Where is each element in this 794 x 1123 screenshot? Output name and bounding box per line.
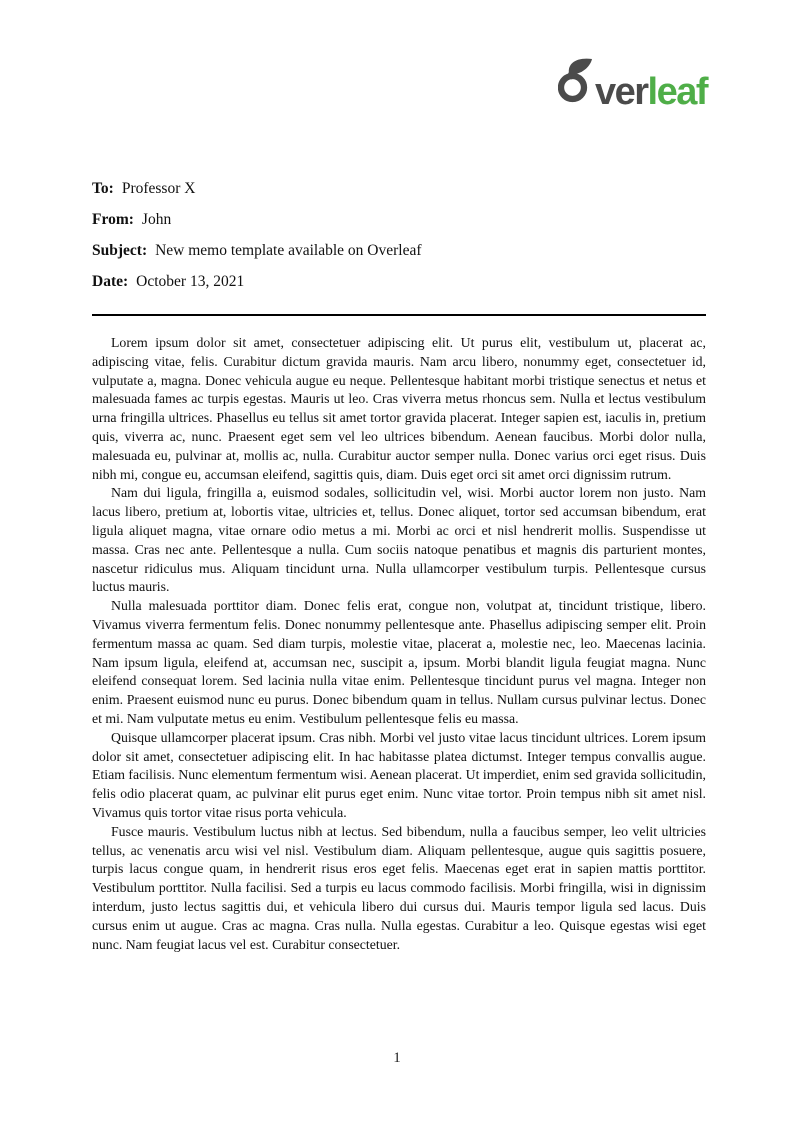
- memo-field-subject: [92, 241, 422, 260]
- overleaf-logo: [558, 57, 707, 111]
- field-label: To:: [92, 180, 114, 197]
- field-value: Professor X: [121, 180, 196, 197]
- logo-text-ver: ver: [594, 71, 648, 113]
- header-divider-rule: [92, 314, 706, 316]
- field-value: New memo template available on Overleaf: [155, 242, 422, 259]
- field-value: John: [141, 211, 172, 228]
- body-paragraph-3: Nulla malesuada porttitor diam. Donec felis erat, congue non, volutpat at, tincidunt tristique, libero. Vivamus viverra fermentum felis. Donec nonummy pellentesque ante. Phasellus adipiscing semper elit. Proin fermentum massa ac quam. Sed diam turpis, molestie vitae, placerat a, molestie nec, leo. Maecenas lacinia. Nam ipsum ligula, eleifend at, accumsan nec, suscipit a, ipsum. Morbi blandit ligula feugiat magna. Nunc eleifend consequat lorem. Sed lacinia nulla vitae enim. Pellentesque tincidunt purus vel magna. Integer non enim. Praesent euismod nunc eu purus. Donec bibendum quam in tellus. Nullam cursus pulvinar lectus. Donec et mi. Nam vulputate metus eu enim. Vestibulum pellentesque felis eu massa.: [92, 598, 706, 726]
- body-paragraph-2: Nam dui ligula, fringilla a, euismod sodales, sollicitudin vel, wisi. Morbi auctor lorem non justo. Nam lacus libero, pretium at, lobortis vitae, ultricies et, tellus. Donec aliquet, tortor sed accumsan bibendum, erat ligula aliquet magna, vitae ornare odio metus a mi. Morbi ac orci et nisl hendrerit mollis. Suspendisse ut massa. Cras nec ante. Pellentesque a nulla. Cum sociis natoque penatibus et magnis dis parturient montes, nascetur ridiculus mus. Aliquam tincidunt urna. Nulla ullamcorper vestibulum turpis. Pellentesque cursus luctus mauris.: [92, 485, 706, 595]
- body-paragraph-5: Fusce mauris. Vestibulum luctus nibh at lectus. Sed bibendum, nulla a faucibus semper, leo velit ultricies tellus, ac venenatis arcu wisi vel nisl. Vestibulum diam. Aliquam pellentesque, augue quis sagittis posuere, turpis lacus congue quam, in hendrerit risus eros eget felis. Maecenas eget erat in sapien mattis porttitor. Vestibulum porttitor. Nulla facilisi. Sed a turpis eu lacus commodo facilisis. Morbi fringilla, wisi in dignissim interdum, justo lectus sagittis dui, et vehicula libero dui cursus dui. Mauris tempor ligula sed lacus. Duis cursus enim ut augue. Cras ac magna. Cras nulla. Nulla egestas. Curabitur a leo. Quisque egestas wisi eget nunc. Nam feugiat lacus vel est. Curabitur consectetuer.: [92, 823, 706, 952]
- memo-body: [92, 334, 706, 954]
- page-number: 1: [393, 1050, 401, 1066]
- field-label: Subject:: [92, 242, 148, 259]
- logo-text-leaf: leaf: [647, 71, 707, 113]
- memo-field-from: [92, 210, 422, 229]
- field-label: From:: [92, 211, 134, 228]
- memo-field-date: [92, 272, 422, 291]
- body-paragraph-1: Lorem ipsum dolor sit amet, consectetuer adipiscing elit. Ut purus elit, vestibulum ut, placerat ac, adipiscing vitae, felis. Curabitur dictum gravida mauris. Nam arcu libero, nonummy eget, consectetuer id, vulputate a, magna. Donec vehicula augue eu neque. Pellentesque habitant morbi tristique senectus et netus et malesuada fames ac turpis egestas. Mauris ut leo. Cras viverra metus rhoncus sem. Nulla et lectus vestibulum urna fringilla ultrices. Phasellus eu tellus sit amet tortor gravida placerat. Integer sapien est, iaculis in, pretium quis, viverra ac, nunc. Praesent eget sem vel leo ultrices bibendum. Aenean faucibus. Morbi dolor nulla, malesuada eu, pulvinar at, mollis ac, nulla. Curabitur auctor semper nulla. Donec varius orci eget risus. Duis nibh mi, congue eu, accumsan eleifend, sagittis quis, diam. Duis eget orci sit amet orci dignissim rutrum.: [92, 335, 706, 482]
- field-label: Date:: [92, 273, 129, 290]
- overleaf-o-leaf-icon: [558, 57, 594, 103]
- memo-header: [92, 179, 422, 303]
- body-paragraph-4: Quisque ullamcorper placerat ipsum. Cras nibh. Morbi vel justo vitae lacus tincidunt ultrices. Lorem ipsum dolor sit amet, consectetuer adipiscing elit. In hac habitasse platea dictumst. Integer tempus convallis augue. Etiam facilisis. Nunc elementum fermentum wisi. Aenean placerat. Ut imperdiet, enim sed gravida sollicitudin, felis odio placerat quam, ac pulvinar elit purus eget enim. Nunc vitae tortor. Proin tempus nibh sit amet nisl. Vivamus quis tortor vitae risus porta vehicula.: [92, 729, 706, 820]
- memo-field-to: [92, 179, 422, 198]
- field-value: October 13, 2021: [136, 273, 245, 290]
